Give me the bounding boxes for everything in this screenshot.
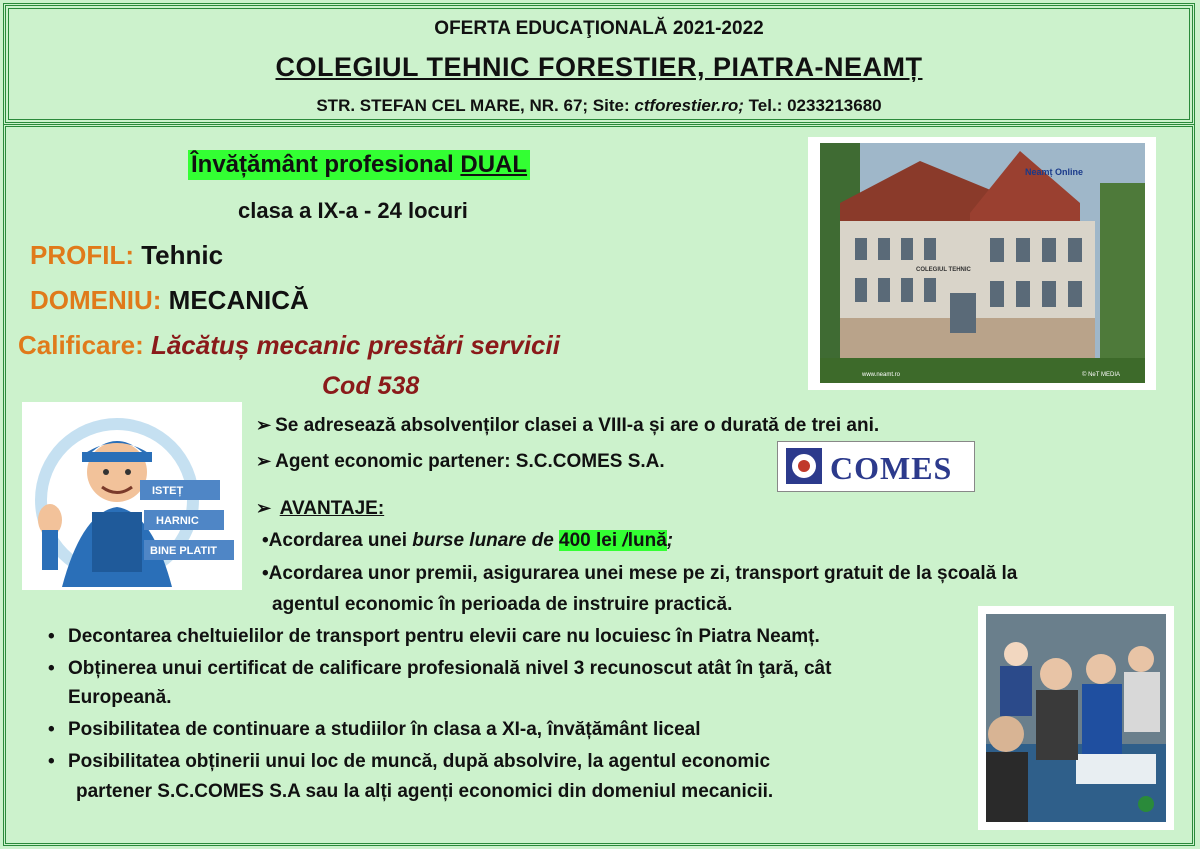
bullet-dot-icon: • bbox=[48, 751, 55, 772]
bullet-job-cont: partener S.C.COMES S.A sau la alți agenți economici din domeniul mecanicii. bbox=[76, 781, 774, 802]
domain-value: MECANICĂ bbox=[161, 285, 309, 315]
comes-logo bbox=[777, 441, 975, 492]
school-address bbox=[6, 96, 1192, 116]
advantages-heading bbox=[256, 498, 384, 520]
photo-url: www.neamt.ro bbox=[862, 372, 901, 378]
advantage-scholarship bbox=[262, 530, 673, 552]
bullet-job bbox=[48, 751, 770, 773]
bullet-dot-icon: • bbox=[48, 658, 55, 679]
bullet-job-text: Posibilitatea obținerii unui loc de muncă, după absolvire, la agentul economic bbox=[68, 751, 771, 772]
offer-title: OFERTA EDUCAŢIONALĂ 2021-2022 bbox=[434, 18, 764, 39]
badge-istet: ISTEȚ bbox=[152, 485, 184, 497]
profile-value: Tehnic bbox=[134, 240, 224, 270]
school-name bbox=[6, 52, 1192, 83]
mechanic-illustration bbox=[22, 402, 242, 590]
program-title-dual: DUAL bbox=[460, 151, 528, 178]
site-link[interactable]: ctforestier.ro; bbox=[634, 96, 744, 115]
qualification-value: Lăcătuș mecanic prestări servicii bbox=[143, 330, 560, 360]
adv1-month: lună bbox=[627, 530, 667, 551]
photo-credit: © NeT MEDIA bbox=[1082, 372, 1120, 378]
qualification-label: Calificare: bbox=[18, 330, 144, 360]
adv1-end: ; bbox=[666, 530, 674, 551]
bullet-continue-studies bbox=[48, 719, 700, 741]
domain-line bbox=[30, 285, 309, 316]
class-places: clasa a IX-a - 24 locuri bbox=[238, 198, 468, 223]
bullet-continue-text: Posibilitatea de continuare a studiilor în clasa a XI-a, învățământ liceal bbox=[68, 719, 701, 740]
advantage-prizes: •Acordarea unor premii, asigurarea unei mese pe zi, transport gratuit de la școală la bbox=[262, 563, 1018, 584]
phone-text: Tel.: 0233213680 bbox=[743, 96, 882, 115]
arrow-bullet-icon: ➢ bbox=[256, 498, 272, 518]
info-line-partner bbox=[256, 451, 665, 473]
partner-text: Agent economic partener: S.C.COMES S.A. bbox=[275, 451, 665, 472]
badge-bine-platit: BINE PLATIT bbox=[150, 545, 218, 557]
advantages-label: AVANTAJE: bbox=[279, 498, 385, 519]
advantage-prizes-cont: agentul economic în perioada de instruire practică. bbox=[272, 594, 733, 615]
qualification-code: Cod 538 bbox=[322, 372, 420, 400]
comes-emblem-icon bbox=[780, 442, 828, 490]
info-line-audience bbox=[256, 415, 879, 437]
bullet-dot-icon: • bbox=[48, 719, 55, 740]
domain-label: DOMENIU: bbox=[30, 285, 162, 315]
bullet-certificate-cont: Europeană. bbox=[68, 687, 172, 708]
profile-label: PROFIL: bbox=[30, 240, 134, 270]
adv1-pre: •Acordarea unei bbox=[262, 530, 413, 551]
watermark-text: Neamț Online bbox=[1025, 167, 1084, 177]
qualification-line bbox=[18, 330, 560, 361]
bullet-certificate-text: Obținerea unui certificat de calificare profesională nivel 3 recunoscut atât în ţară, cât bbox=[68, 658, 832, 679]
adv1-amount: 400 lei bbox=[559, 530, 618, 551]
address-text: STR. STEFAN CEL MARE, NR. 67; Site: bbox=[316, 96, 635, 115]
school-building-photo bbox=[808, 137, 1156, 390]
comes-logo-text: COMES bbox=[830, 450, 953, 486]
building-sign: COLEGIUL TEHNIC bbox=[916, 267, 971, 273]
school-name-text: COLEGIUL TEHNIC FORESTIER, PIATRA-NEAMȚ bbox=[275, 52, 923, 82]
adv1-italic: burse lunare de bbox=[412, 530, 560, 551]
arrow-bullet-icon: ➢ bbox=[256, 451, 272, 471]
bullet-dot-icon: • bbox=[48, 626, 55, 647]
profile-line bbox=[30, 240, 223, 271]
program-title-pre: Învățământ profesional bbox=[191, 151, 461, 178]
building-illustration bbox=[820, 143, 1145, 383]
adv1-slash: / bbox=[617, 530, 628, 551]
audience-text: Se adresează absolvenților clasei a VIII-a și are o durată de trei ani. bbox=[275, 415, 880, 436]
bullet-transport-text: Decontarea cheltuielilor de transport pentru elevii care nu locuiesc în Piatra Neamț. bbox=[68, 626, 820, 647]
badge-harnic: HARNIC bbox=[156, 515, 199, 527]
arrow-bullet-icon: ➢ bbox=[256, 415, 272, 435]
students-illustration bbox=[986, 614, 1166, 822]
students-photo bbox=[978, 606, 1174, 830]
bullet-transport bbox=[48, 626, 820, 648]
header-box bbox=[3, 3, 1195, 125]
bullet-certificate bbox=[48, 658, 831, 680]
program-title bbox=[188, 150, 530, 180]
mechanic-figure bbox=[22, 402, 242, 590]
